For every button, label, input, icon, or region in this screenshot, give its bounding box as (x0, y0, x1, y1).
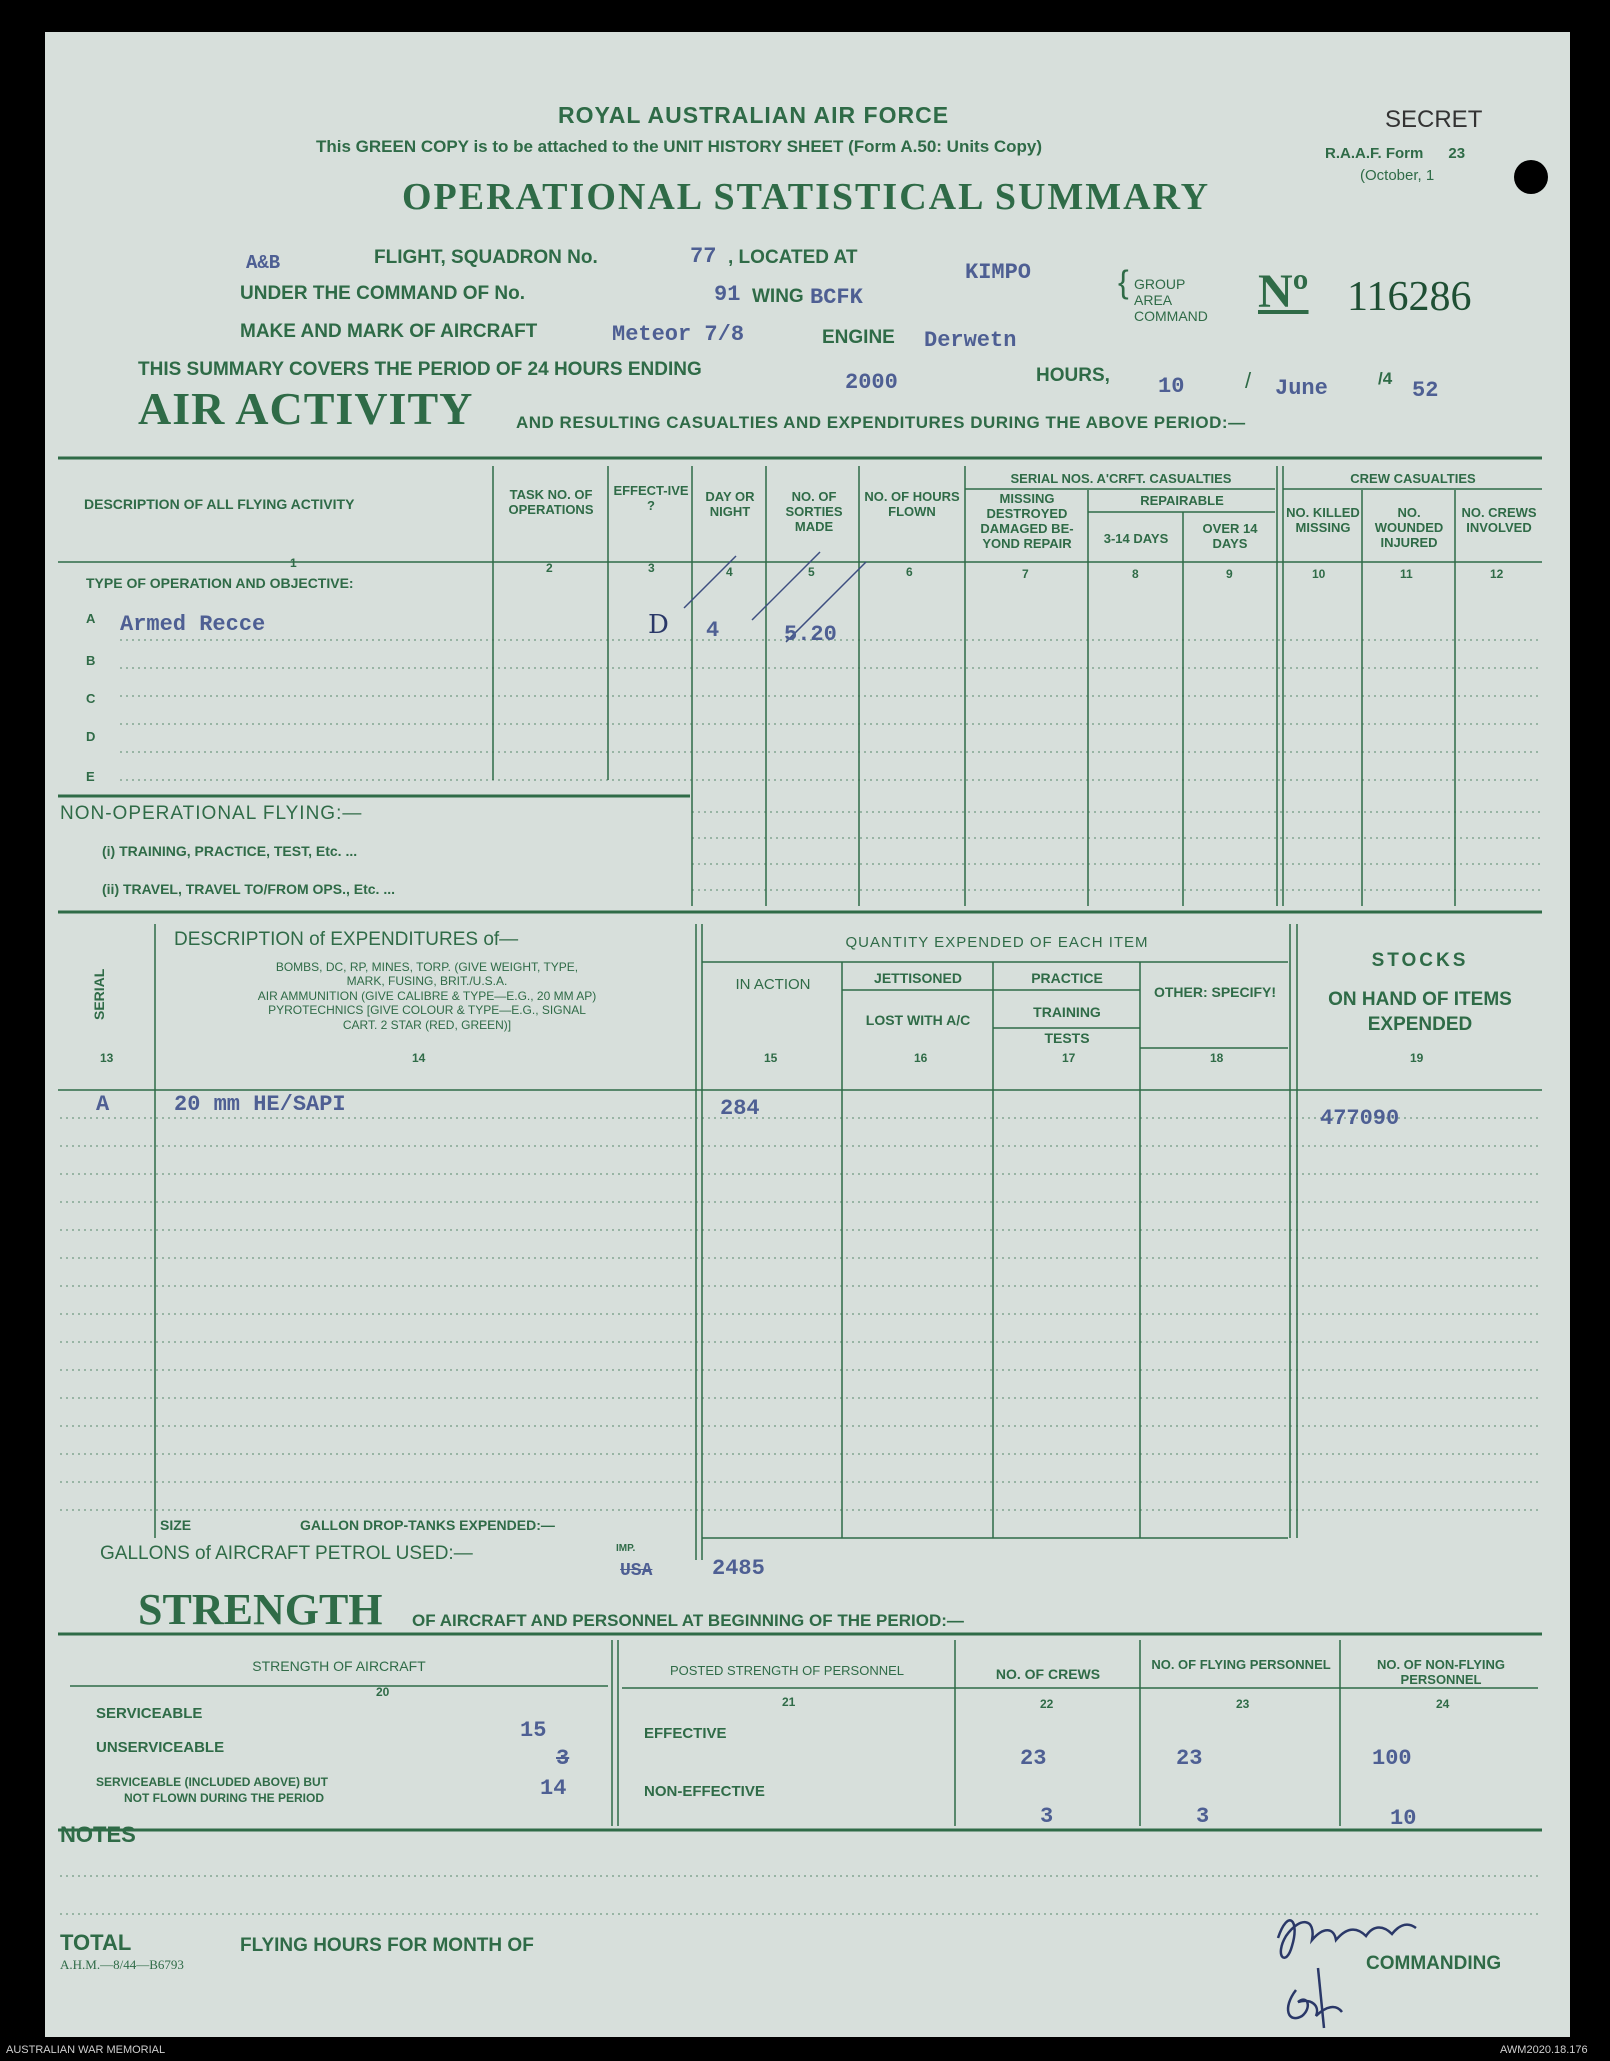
col-over-14-days: OVER 14 DAYS (1202, 521, 1258, 551)
aircraft-value: Meteor 7/8 (612, 322, 745, 347)
col-num: 19 (1410, 1051, 1424, 1065)
col-num: 7 (1022, 567, 1029, 581)
droptanks-size: SIZE (160, 1517, 192, 1533)
col-num: 13 (100, 1051, 114, 1065)
col-num: 4 (726, 565, 733, 579)
command-value: 91 (714, 282, 741, 307)
air-activity-heading: AIR ACTIVITY (138, 383, 474, 434)
copy-note: This GREEN COPY is to be attached to the UNIT HISTORY SHEET (Form A.50: Units Copy) (316, 137, 1043, 156)
effective-label: EFFECTIVE (644, 1725, 727, 1742)
non-effective-label: NON-EFFECTIVE (644, 1783, 765, 1800)
col-num: 15 (764, 1051, 778, 1065)
engine-value: Derwetn (924, 328, 1017, 353)
col-stocks: STOCKS (1371, 950, 1469, 971)
col-num: 11 (1400, 567, 1413, 581)
col-num: 5 (808, 565, 815, 579)
archive-id: AWM2020.18.176 (1500, 2044, 1588, 2056)
col-num: 10 (1312, 567, 1326, 581)
col-lost-with-ac: LOST WITH A/C (865, 1012, 971, 1028)
col-crew-group: CREW CASUALTIES (1350, 471, 1476, 486)
exp-row-a-item: 20 mm HE/SAPI (174, 1092, 346, 1117)
hours-label: HOURS, (1036, 365, 1110, 386)
month-value: June (1275, 376, 1328, 401)
form-title: OPERATIONAL STATISTICAL SUMMARY (402, 176, 1211, 218)
serial-label: SERIAL (91, 968, 107, 1020)
noneff-nonflying: 10 (1390, 1806, 1417, 1831)
col-description: DESCRIPTION OF ALL FLYING ACTIVITY (84, 496, 355, 512)
col-num: 16 (914, 1051, 928, 1065)
col-num: 18 (1210, 1051, 1224, 1065)
col-num: 8 (1132, 567, 1139, 581)
serviceable-label: SERVICEABLE (96, 1705, 203, 1722)
col-other: OTHER: SPECIFY! (1153, 984, 1277, 1000)
located-value: KIMPO (965, 260, 1032, 285)
strength-heading: STRENGTH (138, 1585, 383, 1634)
date-slash: / (1245, 368, 1252, 393)
command-label: UNDER THE COMMAND OF No. (240, 283, 525, 304)
col-num: 9 (1226, 567, 1233, 581)
total-label: TOTAL (60, 1930, 132, 1955)
col-effective: EFFECT-IVE ? (613, 483, 689, 513)
aircraft-label: MAKE AND MARK OF AIRCRAFT (240, 321, 538, 342)
wing-label: WING (752, 286, 804, 307)
col-task-no: TASK NO. OF OPERATIONS (508, 487, 594, 517)
non-op-training: (i) TRAINING, PRACTICE, TEST, Etc. ... (102, 843, 358, 859)
row-letter-a: A (86, 611, 96, 626)
flying-hours-label: FLYING HOURS FOR MONTH OF (240, 1935, 534, 1956)
col-hours-flown: NO. OF HOURS FLOWN (864, 489, 960, 519)
exp-row-a-in-action: 284 (720, 1096, 760, 1121)
col-num: 17 (1062, 1051, 1076, 1065)
type-of-operation-label: TYPE OF OPERATION AND OBJECTIVE: (86, 575, 354, 591)
petrol-usa: USA (620, 1561, 653, 1581)
row-letter-b: B (86, 653, 96, 668)
classification: SECRET (1385, 106, 1483, 133)
col-num: 2 (546, 561, 553, 575)
col-num: 22 (1040, 1697, 1054, 1711)
air-activity-subheading: AND RESULTING CASUALTIES AND EXPENDITURES DURING THE ABOVE PERIOD:— (516, 413, 1246, 432)
col-num: 1 (290, 556, 297, 570)
row-a-day-night: D (648, 610, 669, 640)
form-ref: R.A.A.F. Form 23 (1325, 145, 1466, 162)
col-crews-involved: NO. CREWS INVOLVED (1461, 505, 1537, 535)
non-op-travel: (ii) TRAVEL, TRAVEL TO/FROM OPS., Etc. ... (102, 881, 395, 897)
col-jettisoned: JETTISONED (874, 970, 962, 986)
col-num: 14 (412, 1051, 426, 1065)
expenditures-desc: BOMBS, DC, RP, MINES, TORP. (GIVE WEIGHT, TYPE, MARK, FUSING, BRIT./U.S.A. AIR AMMUNITION (GIVE CALIBRE & TYPE—E.G., 20 MM AP) PYROTECHNICS [GIVE COLOUR & TYPE—E.G., SIGNAL CART. 2 STAR (RED, GREEN)] (257, 960, 597, 1032)
notes-label: NOTES (60, 1822, 136, 1847)
col-repairable: REPAIRABLE (1140, 493, 1224, 508)
col-day-night: DAY OR NIGHT (705, 489, 755, 519)
number-prefix: Nº (1258, 265, 1309, 318)
col-num: 20 (376, 1685, 390, 1699)
year-value: 52 (1412, 378, 1439, 403)
nonflying-personnel-head: NO. OF NON-FLYING PERSONNEL (1376, 1657, 1506, 1687)
noneff-crews: 3 (1040, 1804, 1054, 1829)
crews-head: NO. OF CREWS (995, 1666, 1101, 1682)
eff-crews: 23 (1020, 1746, 1047, 1771)
col-serial-group: SERIAL NOS. A'CRFT. CASUALTIES (1010, 471, 1232, 486)
flight-squadron-label: FLIGHT, SQUADRON No. (374, 247, 598, 268)
col-tests: TESTS (1044, 1030, 1090, 1046)
col-num: 12 (1490, 567, 1504, 581)
period-label: THIS SUMMARY COVERS THE PERIOD OF 24 HOURS ENDING (138, 359, 702, 380)
year-prefix: /4 (1378, 369, 1393, 388)
droptanks-label: GALLON DROP-TANKS EXPENDED:— (300, 1517, 555, 1533)
flying-personnel-head: NO. OF FLYING PERSONNEL (1151, 1657, 1331, 1672)
row-letter-e: E (86, 769, 95, 784)
not-flown-value: 14 (540, 1776, 567, 1801)
row-letter-d: D (86, 729, 96, 744)
print-ref: A.H.M.—8/44—B6793 (60, 1957, 184, 1972)
col-num: 6 (906, 565, 913, 579)
col-num: 23 (1236, 1697, 1250, 1711)
col-practice: PRACTICE (1031, 970, 1103, 986)
serviceable-value: 15 (520, 1718, 547, 1743)
org-name: ROYAL AUSTRALIAN AIR FORCE (558, 102, 950, 128)
col-sorties: NO. OF SORTIES MADE (785, 489, 843, 534)
col-stocks-sub: ON HAND OF ITEMS EXPENDED (1328, 989, 1512, 1035)
exp-row-a-serial: A (96, 1092, 110, 1117)
exp-row-a-stock: 477090 (1320, 1106, 1400, 1131)
expenditures-title: DESCRIPTION of EXPENDITURES of— (174, 929, 519, 950)
posted-strength-head: POSTED STRENGTH OF PERSONNEL (669, 1663, 905, 1678)
archive-credit: AUSTRALIAN WAR MEMORIAL (6, 2044, 166, 2056)
noneff-flying: 3 (1196, 1804, 1210, 1829)
petrol-imp: IMP. (616, 1543, 636, 1554)
commanding-label: COMMANDING (1366, 1953, 1502, 1974)
petrol-value: 2485 (712, 1556, 765, 1581)
not-flown-label-1: SERVICEABLE (INCLUDED ABOVE) BUT (96, 1775, 329, 1789)
form-number: 116286 (1347, 274, 1472, 320)
group-brace: { (1118, 264, 1129, 300)
non-op-label: NON-OPERATIONAL FLYING:— (60, 803, 363, 824)
row-letter-c: C (86, 691, 96, 706)
wing-value: BCFK (810, 285, 863, 310)
squadron-value: 77 (690, 244, 717, 269)
form-date: (October, 1 (1360, 167, 1435, 184)
aircraft-strength-head: STRENGTH OF AIRCRAFT (252, 1658, 426, 1674)
group-options: GROUP AREA COMMAND (1134, 276, 1208, 325)
row-a-operation: Armed Recce (120, 612, 266, 637)
row-a-sorties: 4 (706, 618, 720, 643)
strength-subheading: OF AIRCRAFT AND PERSONNEL AT BEGINNING OF THE PERIOD:— (412, 1611, 964, 1630)
row-a-hours: 5.20 (784, 622, 837, 647)
not-flown-label-2: NOT FLOWN DURING THE PERIOD (124, 1791, 324, 1805)
col-training: TRAINING (1033, 1004, 1101, 1020)
flight-value: A&B (246, 252, 281, 274)
day-value: 10 (1158, 374, 1185, 399)
col-killed-missing: NO. KILLED MISSING (1286, 505, 1360, 535)
col-num: 21 (782, 1695, 796, 1709)
qty-group: QUANTITY EXPENDED OF EACH ITEM (845, 934, 1149, 951)
col-in-action: IN ACTION (735, 976, 811, 993)
petrol-label: GALLONS of AIRCRAFT PETROL USED:— (100, 1543, 473, 1564)
col-wounded-injured: NO. WOUNDED INJURED (1374, 505, 1444, 550)
col-missing-destroyed: MISSING DESTROYED DAMAGED BE-YOND REPAIR (980, 491, 1074, 551)
col-3-14-days: 3-14 DAYS (1103, 531, 1169, 546)
engine-label: ENGINE (822, 327, 895, 348)
eff-flying: 23 (1176, 1746, 1203, 1771)
eff-nonflying: 100 (1372, 1746, 1412, 1771)
col-num: 3 (648, 561, 655, 575)
period-hours-value: 2000 (845, 370, 898, 395)
located-label: , LOCATED AT (728, 247, 858, 268)
unserviceable-value: 3 (556, 1746, 570, 1771)
col-num: 24 (1436, 1697, 1450, 1711)
unserviceable-label: UNSERVICEABLE (96, 1739, 225, 1756)
